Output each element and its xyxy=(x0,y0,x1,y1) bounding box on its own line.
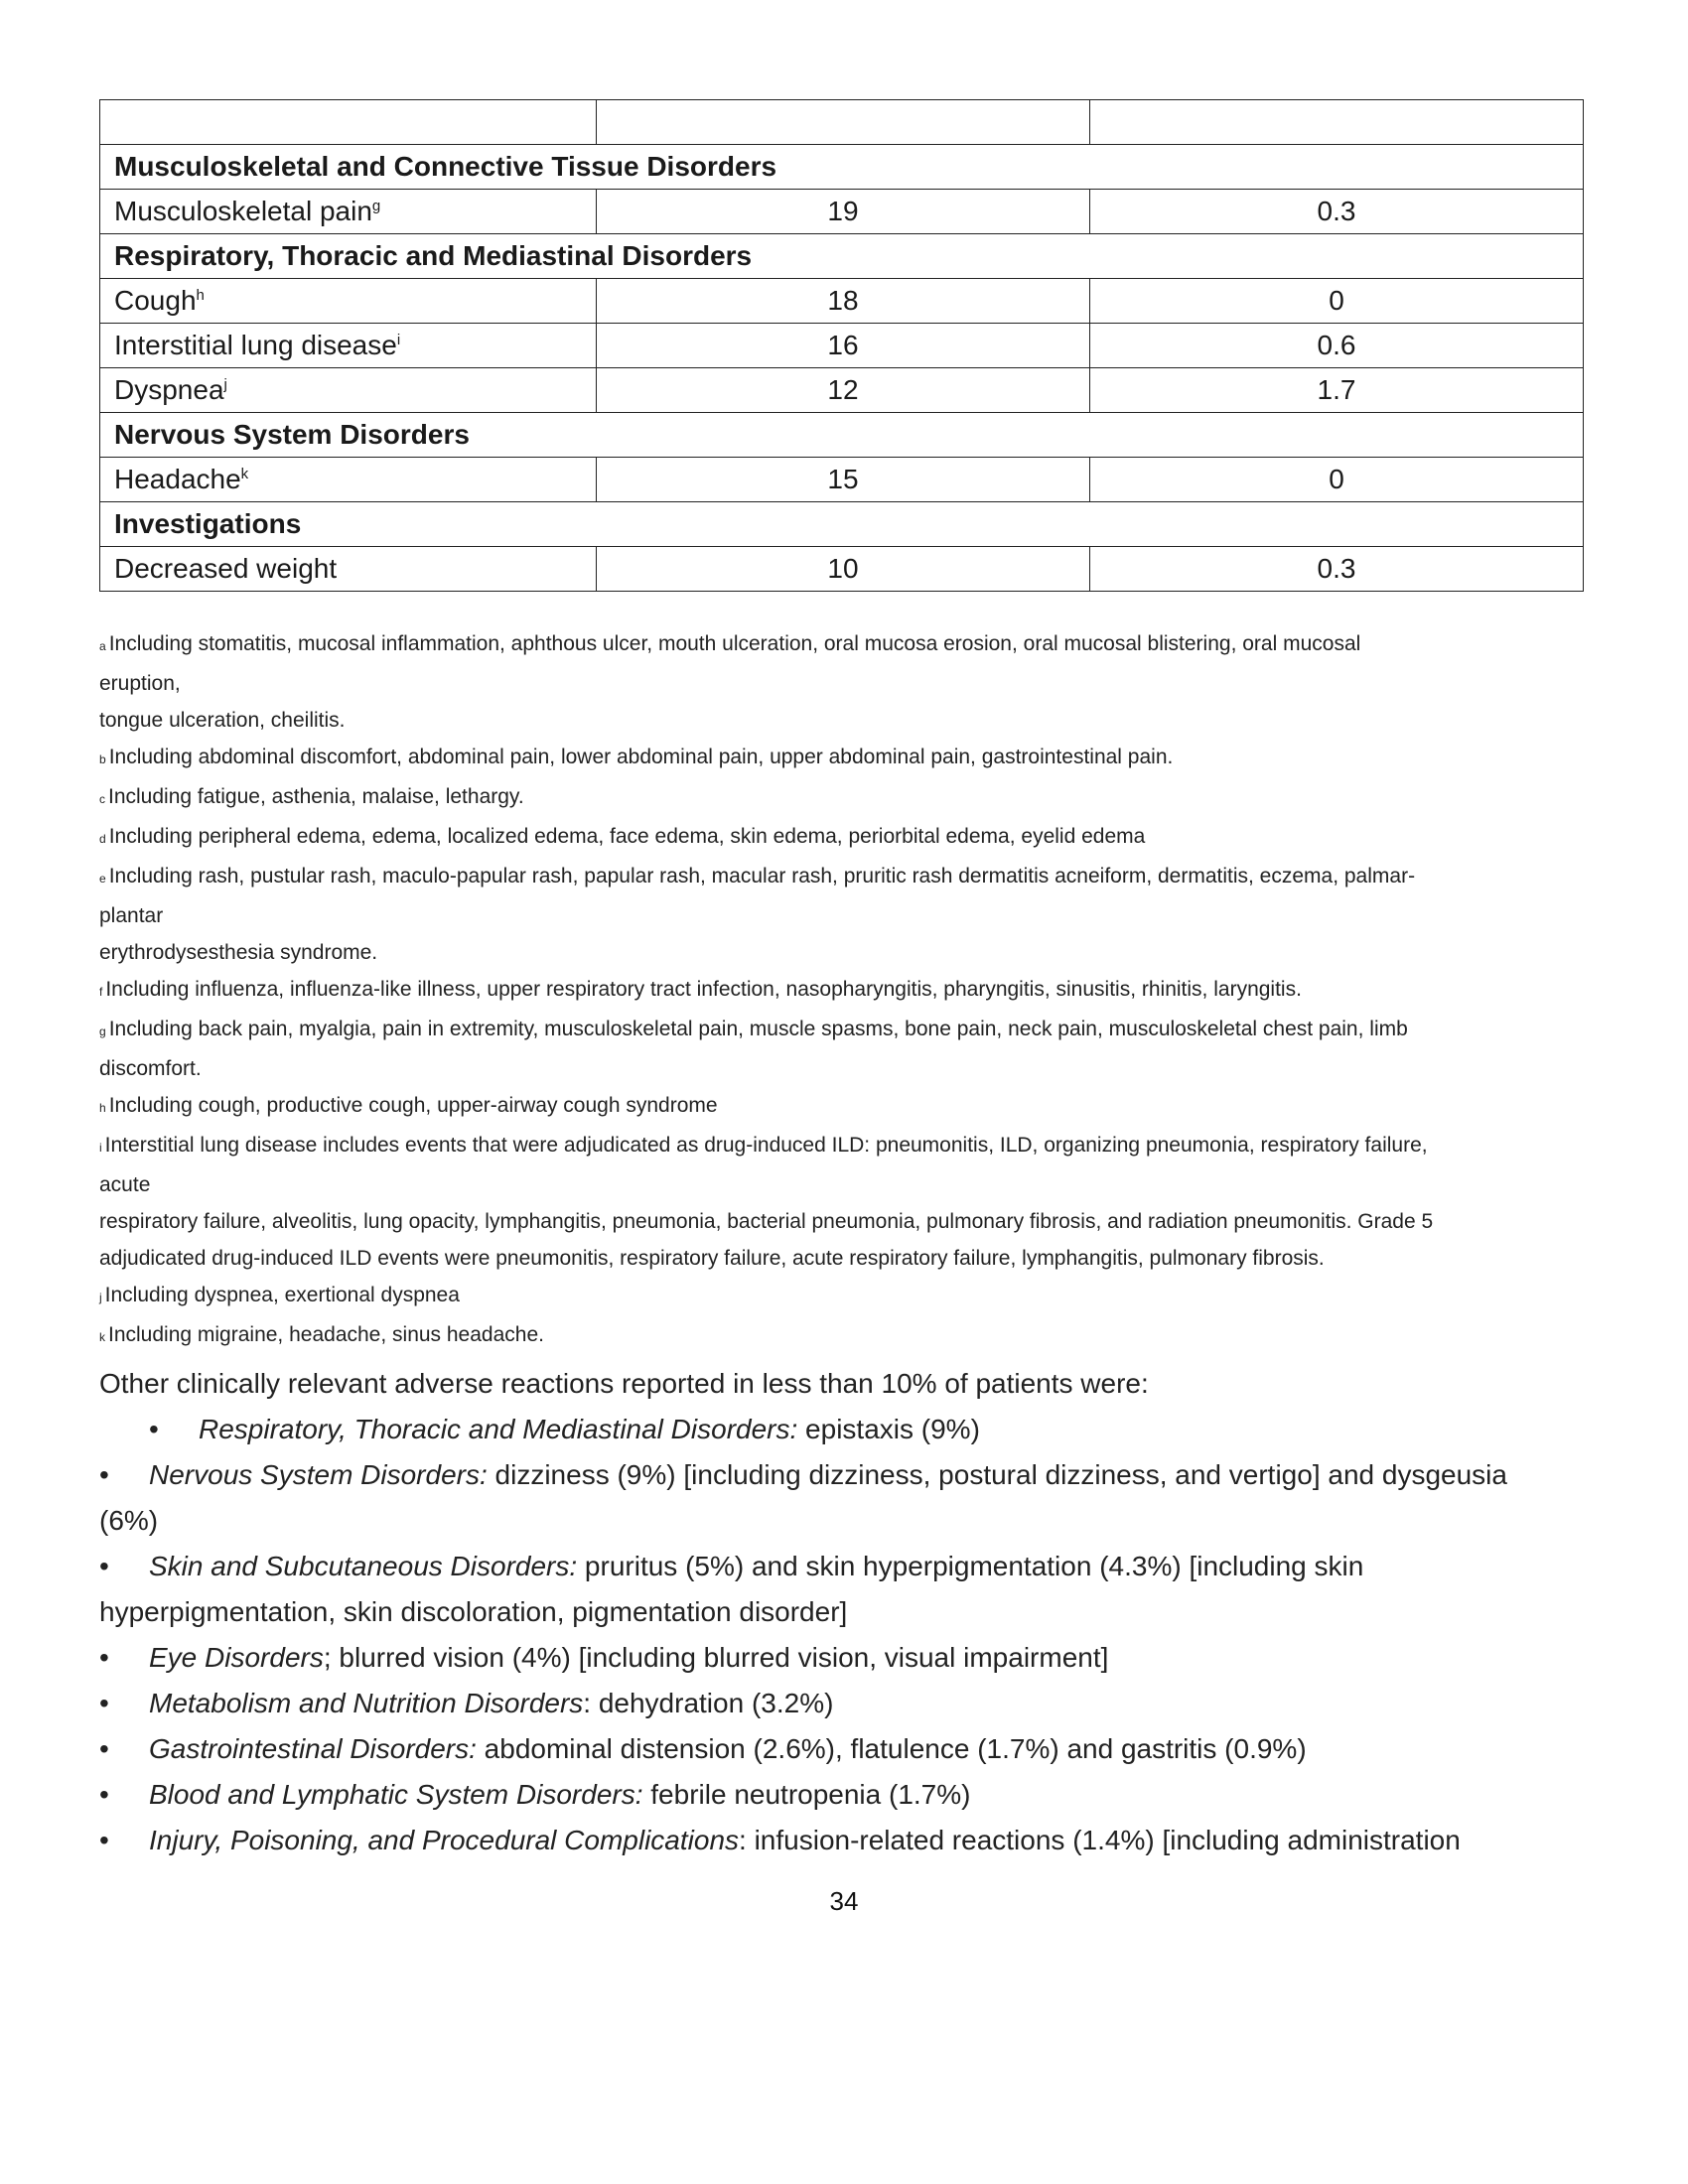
all-grades-cell: 10 xyxy=(597,547,1090,592)
footnote-text: Including rash, pustular rash, maculo-papular rash, papular rash, macular rash, pruritic rash dermatitis acneiform, dermatitis, eczema, palmar- xyxy=(108,865,1416,887)
category-label: Metabolism and Nutrition Disorders xyxy=(149,1688,584,1718)
footnote-marker: f xyxy=(99,985,103,999)
section-row xyxy=(100,502,1584,547)
footnote-text: Including dyspnea, exertional dyspnea xyxy=(104,1284,460,1306)
list-item-continuation: hyperpigmentation, skin discoloration, pigmentation disorder] xyxy=(99,1596,848,1627)
section-row xyxy=(100,234,1584,279)
footnote-marker: a xyxy=(99,639,106,653)
footnote-line xyxy=(99,1127,1589,1166)
footnote-marker: b xyxy=(99,752,106,766)
footnote-line xyxy=(99,818,1589,858)
list-item: • Skin and Subcutaneous Disorders: pruritus (5%) and skin hyperpigmentation (4.3%) [including skin xyxy=(99,1551,1364,1581)
list-item: • Nervous System Disorders: dizziness (9%) [including dizziness, postural dizziness, and vertigo] and dysgeusia xyxy=(99,1459,1507,1490)
footnote-line xyxy=(99,897,1589,934)
page-number: 34 xyxy=(829,1886,859,1916)
footnote-text: Interstitial lung disease includes events that were adjudicated as drug-induced ILD: pneumonitis, ILD, organizing pneumonia, respiratory failure, xyxy=(104,1134,1428,1157)
category-label: Injury, Poisoning, and Procedural Complications xyxy=(149,1825,740,1855)
list-item: • Metabolism and Nutrition Disorders: dehydration (3.2%) xyxy=(99,1688,834,1718)
footnote-marker: k xyxy=(99,1330,105,1344)
footnote-line xyxy=(99,702,1589,739)
footnote-line xyxy=(99,1316,1589,1356)
bullet-glyph: • xyxy=(99,1825,109,1855)
footnote-text: respiratory failure, alveolitis, lung opacity, lymphangitis, pneumonia, bacterial pneumonia, pulmonary fibrosis, and radiation pneumonitis. Grade 5 xyxy=(99,1210,1434,1233)
footnote-line xyxy=(99,934,1589,971)
all-grades-cell: 12 xyxy=(597,368,1090,413)
term-cell: Dyspnea$^j$ xyxy=(100,368,597,413)
footnote-line xyxy=(99,778,1589,818)
footnote-text: discomfort. xyxy=(99,1057,202,1080)
table-row xyxy=(100,279,1584,324)
table-row xyxy=(100,368,1584,413)
footnote-line xyxy=(99,858,1589,897)
category-label: Skin and Subcutaneous Disorders: xyxy=(149,1551,578,1581)
table-header-row xyxy=(100,100,1584,145)
footnote-text: Including stomatitis, mucosal inflammation, aphthous ulcer, mouth ulceration, oral mucosa erosion, oral mucosal blistering, oral mucosal xyxy=(108,632,1361,655)
term-cell: Decreased weight xyxy=(100,547,597,592)
bullet-glyph: • xyxy=(99,1551,109,1581)
category-label: Gastrointestinal Disorders: xyxy=(149,1733,477,1764)
footnote-text: Including cough, productive cough, upper-airway cough syndrome xyxy=(108,1094,718,1117)
footnote-marker: j xyxy=(99,1291,102,1304)
intro-paragraph: Other clinically relevant adverse reactions reported in less than 10% of patients were: xyxy=(99,1368,1149,1399)
footnote-text: Including back pain, myalgia, pain in extremity, musculoskeletal pain, muscle spasms, bone pain, neck pain, musculoskeletal chest pain, limb xyxy=(108,1018,1408,1040)
section-title: Investigations xyxy=(100,502,1584,547)
list-item-continuation: (6%) xyxy=(99,1505,159,1536)
term-cell: Musculoskeletal pain$^g$ xyxy=(100,190,597,234)
all-grades-cell: 19 xyxy=(597,190,1090,234)
footnote-line xyxy=(99,625,1589,665)
footnote-text: Including abdominal discomfort, abdominal pain, lower abdominal pain, upper abdominal pain, gastrointestinal pain. xyxy=(108,746,1174,768)
footnote-marker: i xyxy=(99,1141,102,1155)
grade-3-4-cell: 0 xyxy=(1090,279,1584,324)
footnote-text: Including migraine, headache, sinus headache. xyxy=(108,1323,544,1346)
bullet-glyph: • xyxy=(99,1688,109,1718)
list-item: • Gastrointestinal Disorders: abdominal distension (2.6%), flatulence (1.7%) and gastritis (0.9%) xyxy=(99,1733,1307,1764)
footnote-text: Including peripheral edema, edema, localized edema, face edema, skin edema, periorbital edema, eyelid edema xyxy=(108,825,1146,848)
category-label: Nervous System Disorders: xyxy=(149,1459,488,1490)
footnote-marker: h xyxy=(99,1101,106,1115)
list-item: • Respiratory, Thoracic and Mediastinal Disorders: epistaxis (9%) xyxy=(149,1414,980,1444)
grade-3-4-cell: 0.6 xyxy=(1090,324,1584,368)
footnote-text: plantar xyxy=(99,904,164,927)
list-item: • Injury, Poisoning, and Procedural Complications: infusion-related reactions (1.4%) [including administration xyxy=(99,1825,1461,1855)
category-label: Eye Disorders xyxy=(149,1642,324,1673)
bullet-glyph: • xyxy=(99,1779,109,1810)
term-cell: Headache$^k$ xyxy=(100,458,597,502)
footnote-text: adjudicated drug-induced ILD events were pneumonitis, respiratory failure, acute respiratory failure, lymphangitis, pulmonary fibrosis. xyxy=(99,1247,1325,1270)
footnote-line xyxy=(99,1087,1589,1127)
footnote-line xyxy=(99,1011,1589,1050)
footnote-text: eruption, xyxy=(99,672,181,695)
table-row xyxy=(100,190,1584,234)
category-label: Blood and Lymphatic System Disorders: xyxy=(149,1779,643,1810)
section-row xyxy=(100,145,1584,190)
term-cell: Cough$^h$ xyxy=(100,279,597,324)
footnote-line xyxy=(99,1166,1589,1203)
grade-3-4-cell: 0 xyxy=(1090,458,1584,502)
footnote-line xyxy=(99,1240,1589,1277)
footnote-marker: c xyxy=(99,792,105,806)
footnote-line xyxy=(99,1050,1589,1087)
table-footnotes xyxy=(99,625,1589,1356)
all-grades-cell: 16 xyxy=(597,324,1090,368)
footnote-line xyxy=(99,971,1589,1011)
list-item: • Blood and Lymphatic System Disorders: febrile neutropenia (1.7%) xyxy=(99,1779,971,1810)
table-row xyxy=(100,547,1584,592)
grade-3-4-cell: 0.3 xyxy=(1090,547,1584,592)
table-row xyxy=(100,324,1584,368)
bullet-glyph: • xyxy=(99,1642,109,1673)
footnote-line xyxy=(99,665,1589,702)
section-title: Respiratory, Thoracic and Mediastinal Disorders xyxy=(100,234,1584,279)
category-label: Respiratory, Thoracic and Mediastinal Disorders: xyxy=(199,1414,798,1444)
section-title: Nervous System Disorders xyxy=(100,413,1584,458)
bullet-glyph: • xyxy=(99,1733,109,1764)
footnote-line xyxy=(99,1277,1589,1316)
term-cell: Interstitial lung disease$^i$ xyxy=(100,324,597,368)
footnote-marker: d xyxy=(99,832,106,846)
all-grades-cell: 15 xyxy=(597,458,1090,502)
bullet-glyph: • xyxy=(149,1414,159,1444)
footnote-text: acute xyxy=(99,1173,151,1196)
footnote-line xyxy=(99,739,1589,778)
footnote-text: Including influenza, influenza-like illness, upper respiratory tract infection, nasopharyngitis, pharyngitis, sinusitis, rhinitis, laryngitis. xyxy=(105,978,1302,1001)
grade-3-4-cell: 1.7 xyxy=(1090,368,1584,413)
section-row xyxy=(100,413,1584,458)
table-row xyxy=(100,458,1584,502)
footnote-text: Including fatigue, asthenia, malaise, lethargy. xyxy=(108,785,524,808)
grade-3-4-cell: 0.3 xyxy=(1090,190,1584,234)
footnote-text: erythrodysesthesia syndrome. xyxy=(99,941,378,964)
footnote-line xyxy=(99,1203,1589,1240)
all-grades-cell: 18 xyxy=(597,279,1090,324)
footnote-text: tongue ulceration, cheilitis. xyxy=(99,709,346,732)
footnote-marker: g xyxy=(99,1024,106,1038)
adverse-reactions-table xyxy=(99,99,1584,592)
list-item: • Eye Disorders; blurred vision (4%) [including blurred vision, visual impairment] xyxy=(99,1642,1109,1673)
bullet-glyph: • xyxy=(99,1459,109,1490)
section-title: Musculoskeletal and Connective Tissue Disorders xyxy=(100,145,1584,190)
footnote-marker: e xyxy=(99,872,106,886)
